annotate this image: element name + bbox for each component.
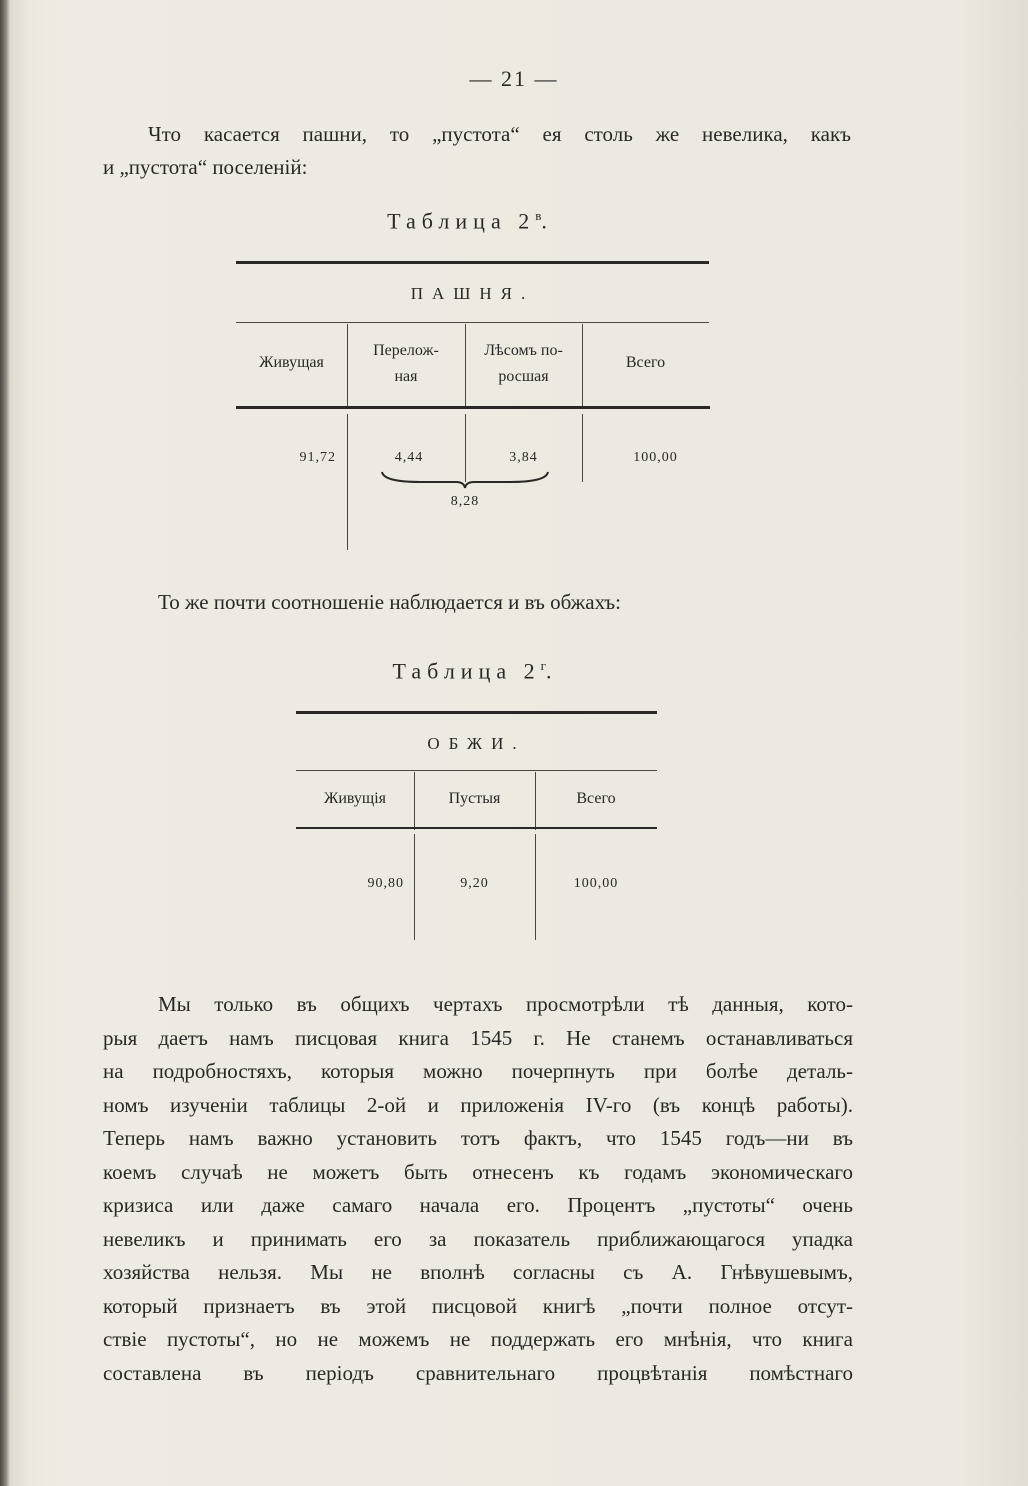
table-2v-value-total: 100,00	[633, 450, 678, 465]
table-2v-header-fallow: Перелож- ная	[373, 342, 439, 385]
body-line: кризиса или даже самаго начала его. Процентъ „пустоты“ очень	[103, 1193, 853, 1217]
table-2v-value-fallow: 4,44	[394, 450, 424, 465]
table-2g-value-living: 90,80	[367, 876, 404, 891]
body-line: который признаетъ въ этой писцовой книгѣ „почти полное отсут-	[103, 1293, 853, 1318]
table-2v-title: ПАШНЯ.	[410, 284, 535, 303]
body-line: на подробностяхъ, которыя можно почерпнуть при болѣе деталь-	[103, 1059, 853, 1083]
table-2g-header-living: Живущія	[323, 790, 387, 807]
table-2v-header-forested: Лѣсомъ по- росшая	[484, 342, 563, 385]
body-line: хозяйства нельзя. Мы не вполнѣ согласны съ А. Гнѣвушевымъ,	[103, 1260, 853, 1284]
intro-line-1: Что касается пашни, то „пустота“ ея столь же невелика, какъ	[148, 122, 851, 146]
table-2v-value-forested: 3,84	[509, 450, 538, 465]
brace-icon	[380, 468, 550, 490]
middle-text: То же почти соотношеніе наблюдается и въ обжахъ:	[158, 590, 622, 614]
page-number: — 21 —	[469, 66, 559, 91]
table-2g-header-empty: Пустыя	[448, 790, 501, 807]
table-2g-caption: Таблица $2^г$.	[392, 658, 558, 684]
table-2v-value-sum: 8,28	[450, 494, 480, 509]
body-line: составлена въ періодъ сравнительнаго процвѣтанія помѣстнаго	[103, 1360, 853, 1385]
body-line: Теперь намъ важно установить тотъ фактъ, что 1545 годъ—ни въ	[103, 1126, 853, 1150]
body-line: ствіе пустоты“, но не можемъ не поддержать его мнѣнія, что книга	[103, 1327, 853, 1351]
body-line: коемъ случаѣ не можетъ быть отнесенъ къ годамъ экономическаго	[103, 1159, 853, 1184]
body-line: рыя даетъ намъ писцовая книга 1545 г. Не станемъ останавливаться	[103, 1025, 853, 1050]
intro-line-2: и „пустота“ поселеній:	[103, 155, 308, 179]
table-2g-value-empty: 9,20	[460, 876, 489, 891]
table-2v-header-living: Живущая	[259, 354, 324, 371]
table-2v-value-living: 91,72	[299, 450, 336, 465]
table-2v-caption: Таблица $2^в$.	[387, 208, 553, 234]
table-2g-title: ОБЖИ.	[427, 734, 526, 753]
table-2g-value-total: 100,00	[573, 876, 619, 891]
body-paragraph	[103, 988, 853, 1390]
table-2v-header-total: Всего	[625, 354, 666, 371]
body-line: невеликъ и принимать его за показатель приближающагося упадка	[103, 1226, 853, 1251]
body-line: Мы только въ общихъ чертахъ просмотрѣли тѣ данныя, кото-	[158, 992, 853, 1016]
body-line: номъ изученіи таблицы 2-ой и приложенія IV-го (въ концѣ работы).	[103, 1092, 853, 1117]
table-2g-header-total: Всего	[576, 790, 616, 807]
